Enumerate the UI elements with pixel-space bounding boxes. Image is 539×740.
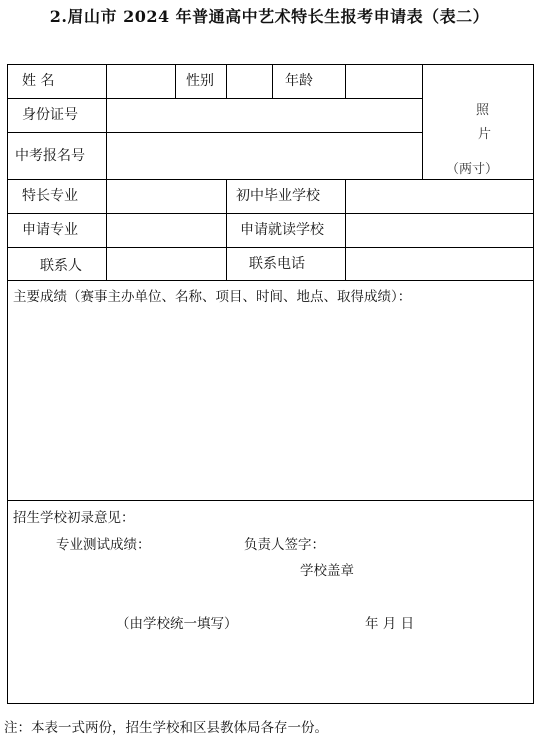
col-divider	[226, 179, 227, 280]
row-divider	[8, 247, 533, 248]
form-title: 2.眉山市 2024 年普通高中艺术特长生报考申请表（表二）	[49, 7, 490, 26]
photo-label-1: 照	[476, 103, 490, 118]
seal-label: 学校盖章	[300, 563, 354, 579]
apply-major-label: 申请专业	[22, 222, 78, 238]
gender-label: 性别	[186, 73, 214, 89]
row-divider	[8, 500, 533, 501]
signer-label: 负责人签字：	[244, 537, 325, 553]
phone-label: 联系电话	[249, 256, 305, 272]
col-divider	[226, 65, 227, 98]
score-label: 专业测试成绩：	[56, 537, 151, 553]
junior-school-label: 初中毕业学校	[236, 188, 320, 204]
col-divider	[345, 179, 346, 280]
photo-size-label: （两寸）	[446, 162, 499, 177]
apply-school-label: 申请就读学校	[240, 222, 324, 238]
row-divider	[8, 132, 422, 133]
photo-label-2: 片	[478, 127, 492, 142]
row-divider	[8, 98, 422, 99]
name-label: 姓 名	[22, 73, 55, 89]
contact-label: 联系人	[40, 258, 82, 274]
row-divider	[8, 179, 533, 180]
opinion-heading: 招生学校初录意见：	[13, 510, 135, 526]
row-divider	[8, 280, 533, 281]
id-number-label: 身份证号	[22, 107, 78, 123]
specialty-label: 特长专业	[22, 188, 78, 204]
col-divider	[272, 65, 273, 98]
date-label: 年 月 日	[365, 616, 415, 632]
col-divider	[422, 65, 423, 179]
col-divider	[175, 65, 176, 98]
achievements-label: 主要成绩（赛事主办单位、名称、项目、时间、地点、取得成绩）：	[13, 289, 412, 305]
row-divider	[8, 213, 533, 214]
col-divider	[345, 65, 346, 98]
application-form	[7, 64, 534, 704]
col-divider	[106, 65, 107, 280]
fill-note: （由学校统一填写）	[116, 616, 238, 632]
footnote: 注：本表一式两份，招生学校和区县教体局各存一份。	[4, 720, 328, 736]
age-label: 年龄	[285, 73, 313, 89]
exam-number-label: 中考报名号	[15, 148, 85, 164]
